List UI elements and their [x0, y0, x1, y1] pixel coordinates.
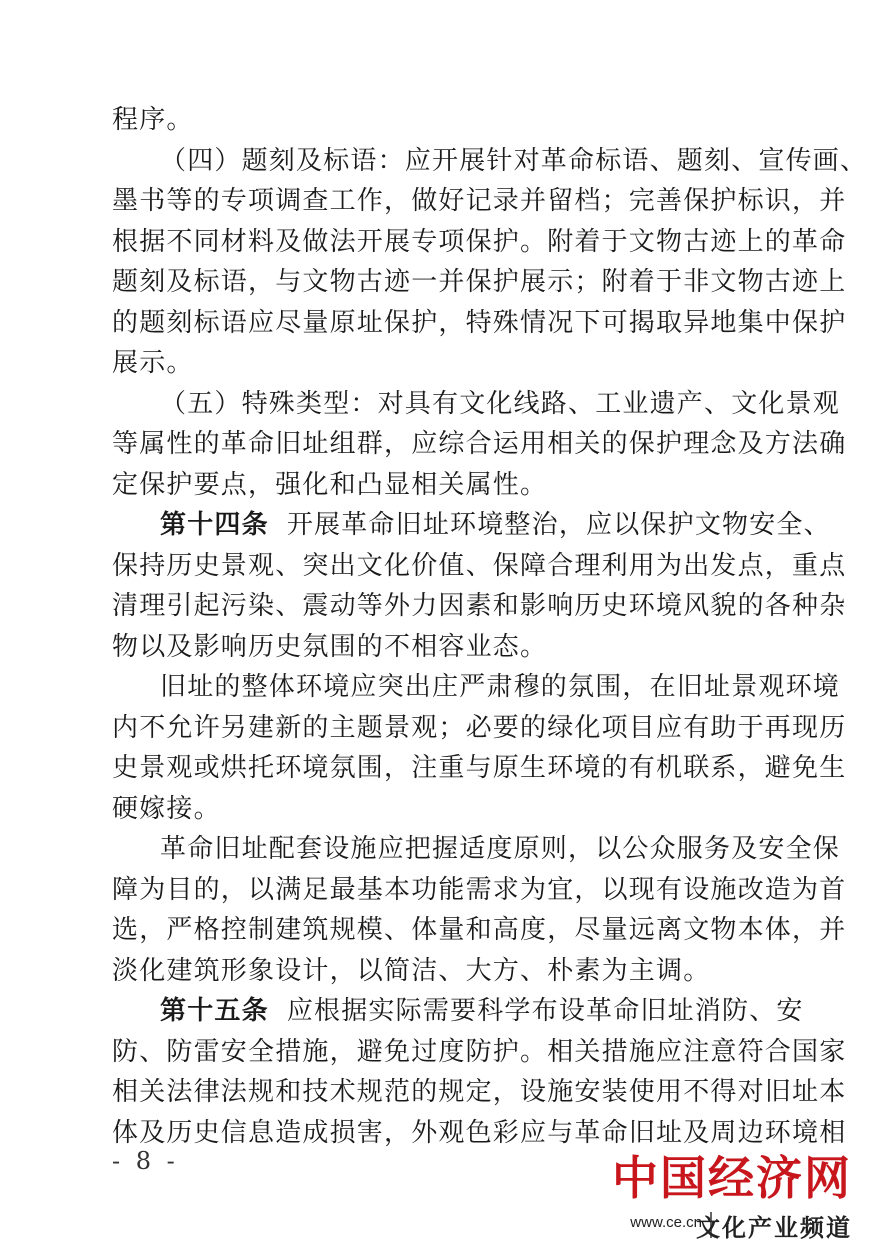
article-14-heading: 第十四条 — [160, 510, 269, 540]
article-15-heading: 第十五条 — [160, 996, 269, 1026]
paragraph-line: 程序。 — [112, 105, 194, 135]
paragraph-line: 题刻及标语，与文物古迹一并保护展示；附着于非文物古迹上 — [112, 267, 847, 297]
watermark-channel: 文化产业频道 — [696, 1214, 852, 1242]
paragraph-line: 旧址的整体环境应突出庄严肃穆的氛围，在旧址景观环境 — [160, 672, 841, 702]
paragraph-line: 障为目的，以满足最基本功能需求为宜，以现有设施改造为首 — [112, 875, 847, 905]
paragraph-line: 等属性的革命旧址组群，应综合运用相关的保护理念及方法确 — [112, 429, 847, 459]
watermark — [582, 1150, 852, 1250]
paragraph-line: （五）特殊类型：对具有文化线路、工业遗产、文化景观 — [160, 389, 841, 419]
paragraph-text: 开展革命旧址环境整治，应以保护文物安全、 — [286, 510, 831, 540]
paragraph-line: 防、防雷安全措施，避免过度防护。相关措施应注意符合国家 — [112, 1037, 847, 1067]
paragraph-line: 清理引起污染、震动等外力因素和影响历史环境风貌的各种杂 — [112, 591, 847, 621]
article-14-line — [160, 508, 831, 542]
article-15-line — [160, 994, 804, 1028]
paragraph-line: 的题刻标语应尽量原址保护，特殊情况下可揭取异地集中保护 — [112, 308, 847, 338]
paragraph-line: （四）题刻及标语：应开展针对革命标语、题刻、宣传画、 — [160, 146, 868, 176]
paragraph-line: 根据不同材料及做法开展专项保护。附着于文物古迹上的革命 — [112, 227, 847, 257]
page-number: - 8 - — [112, 1147, 179, 1175]
paragraph-line: 内不允许另建新的主题景观；必要的绿化项目应有助于再现历 — [112, 713, 847, 743]
paragraph-line: 保持历史景观、突出文化价值、保障合理利用为出发点，重点 — [112, 551, 847, 581]
paragraph-line: 展示。 — [112, 348, 194, 378]
paragraph-line: 体及历史信息造成损害，外观色彩应与革命旧址及周边环境相 — [112, 1118, 847, 1148]
watermark-url: www.ce.cn — [630, 1214, 702, 1231]
paragraph-line: 物以及影响历史氛围的不相容业态。 — [112, 632, 548, 662]
paragraph-line: 革命旧址配套设施应把握适度原则，以公众服务及安全保 — [160, 834, 841, 864]
paragraph-line: 淡化建筑形象设计，以简洁、大方、朴素为主调。 — [112, 956, 711, 986]
paragraph-line: 墨书等的专项调查工作，做好记录并留档；完善保护标识，并 — [112, 186, 847, 216]
paragraph-line: 史景观或烘托环境氛围，注重与原生环境的有机联系，避免生 — [112, 753, 847, 783]
paragraph-text: 应根据实际需要科学布设革命旧址消防、安 — [286, 996, 804, 1026]
paragraph-line: 相关法律法规和技术规范的规定，设施安装使用不得对旧址本 — [112, 1077, 847, 1107]
watermark-logo: 中国经济网 — [612, 1151, 852, 1205]
paragraph-line: 定保护要点，强化和凸显相关属性。 — [112, 470, 548, 500]
paragraph-line: 选，严格控制建筑规模、体量和高度，尽量远离文物本体，并 — [112, 915, 847, 945]
paragraph-line: 硬嫁接。 — [112, 794, 221, 824]
